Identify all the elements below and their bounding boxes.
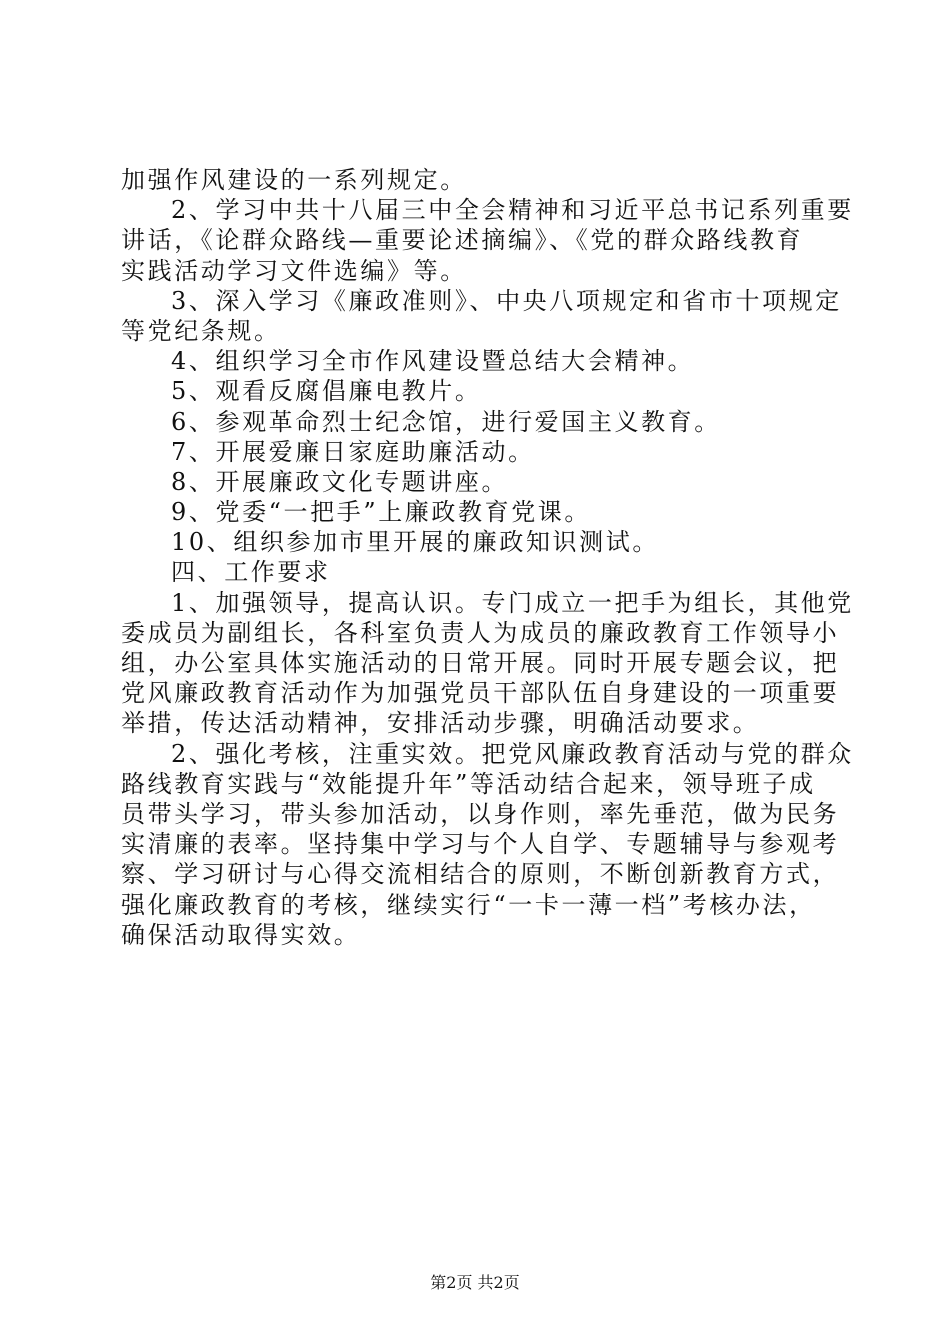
text-line: 4、组织学习全市作风建设暨总结大会精神。 [171, 347, 695, 376]
document-body [121, 165, 854, 950]
text-line: 加强作风建设的一系列规定。 [121, 166, 467, 194]
text-line: 等党纪条规。 [121, 316, 281, 345]
text-line: 讲话，《论群众路线—重要论述摘编》、《党的群众路线教育 [121, 226, 804, 255]
text-line: 7、开展爱廉日家庭助廉活动。 [171, 437, 535, 466]
text-line: 2、学习中共十八届三中全会精神和习近平总书记系列重要 [171, 196, 854, 225]
text-line: 确保活动取得实效。 [121, 920, 361, 949]
text-line: 9、党委“一把手”上廉政教育党课。 [171, 498, 592, 527]
text-line: 10、组织参加市里开展的廉政知识测试。 [171, 528, 659, 557]
text-line: 6、参观革命烈士纪念馆，进行爱国主义教育。 [171, 407, 721, 436]
text-line: 员带头学习，带头参加活动，以身作则，率先垂范，做为民务 [121, 799, 840, 828]
text-line: 举措，传达活动精神，安排活动步骤，明确活动要求。 [121, 709, 760, 738]
text-line: 1、加强领导，提高认识。专门成立一把手为组长，其他党 [171, 588, 854, 617]
page-footer: 第2页 共2页 [430, 1273, 520, 1292]
text-line: 党风廉政教育活动作为加强党员干部队伍自身建设的一项重要 [121, 679, 840, 708]
text-line: 实践活动学习文件选编》等。 [121, 256, 467, 285]
text-line: 组，办公室具体实施活动的日常开展。同时开展专题会议，把 [121, 649, 840, 677]
text-line: 路线教育实践与“效能提升年”等活动结合起来，领导班子成 [121, 769, 816, 798]
text-line: 2、强化考核，注重实效。把党风廉政教育活动与党的群众 [171, 739, 854, 768]
text-line: 委成员为副组长，各科室负责人为成员的廉政教育工作领导小 [121, 618, 840, 647]
text-line: 8、开展廉政文化专题讲座。 [171, 467, 509, 496]
text-line: 四、工作要求 [171, 558, 331, 587]
text-line: 实清廉的表率。坚持集中学习与个人自学、专题辅导与参观考 [121, 830, 840, 859]
text-line: 3、深入学习《廉政准则》、中央八项规定和省市十项规定 [171, 286, 842, 315]
text-line: 强化廉政教育的考核，继续实行“一卡一薄一档”考核办法， [121, 890, 816, 919]
text-line: 5、观看反腐倡廉电教片。 [171, 377, 482, 406]
text-line: 察、学习研讨与心得交流相结合的原则，不断创新教育方式， [121, 860, 840, 889]
